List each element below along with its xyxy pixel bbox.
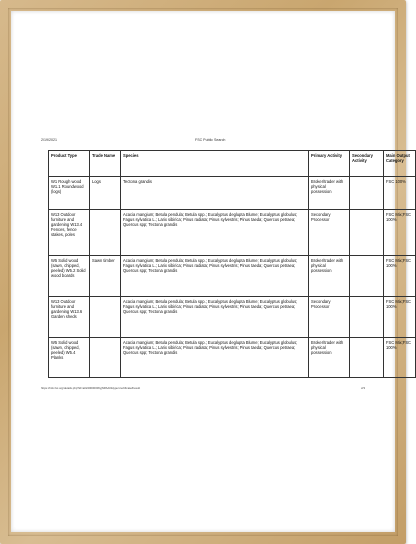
page-header — [35, 136, 371, 146]
col-header-species: Species — [121, 151, 309, 177]
cell-secondary-activity — [350, 210, 384, 256]
table-row — [49, 338, 416, 378]
cell-product-type: W13 Outdoor furniture and gardening W13.4 Fences, fence stakes, poles — [49, 210, 90, 256]
cell-primary-activity: Secondary Processor — [309, 297, 350, 338]
col-header-product-type: Product Type — [49, 151, 90, 177]
cell-main-output: FSC 100% — [384, 177, 416, 210]
cell-main-output: FSC Mix;FSC 100% — [384, 338, 416, 378]
cell-secondary-activity — [350, 338, 384, 378]
table-row — [49, 210, 416, 256]
cell-trade-name — [90, 210, 121, 256]
document-page — [35, 136, 412, 398]
cell-secondary-activity — [350, 177, 384, 210]
header-title: FSC Public Search — [195, 138, 226, 142]
cell-main-output: FSC Mix;FSC 100% — [384, 256, 416, 297]
cell-species: Acacia mangium; Betula pendula; Betula spp.; Eucalyptus deglupta Blume; Eucalyptus globulus; Fagus sylvatica L.; Larix sibirica; Pinus radiata; Pinus sylvestris; Pinus taeda; Quercus petraea; Quercus spp; Tectona grandis — [121, 256, 309, 297]
footer-page-number: 2/3 — [361, 386, 365, 390]
frame-mat — [11, 11, 412, 532]
cell-product-type: W1 Rough wood W1.1 Roundwood (logs) — [49, 177, 90, 210]
cell-secondary-activity — [350, 256, 384, 297]
footer-url: https://info.fsc.org/details.php?id=a0240000006yjNPAA0&type=certificate#result — [41, 386, 140, 390]
cell-secondary-activity — [350, 297, 384, 338]
cell-primary-activity: Broker/trader with physical possession — [309, 256, 350, 297]
cell-main-output: FSC Mix;FSC 100% — [384, 210, 416, 256]
products-table — [48, 150, 416, 378]
cell-product-type: W5 Solid wood (sawn, chipped, peeled) W5.2 Solid wood boards — [49, 256, 90, 297]
table-row — [49, 256, 416, 297]
table-header-row — [49, 151, 416, 177]
cell-trade-name — [90, 297, 121, 338]
table-row — [49, 297, 416, 338]
cell-species: Tectona grandis — [121, 177, 309, 210]
col-header-primary-activity: Primary Activity — [309, 151, 350, 177]
cell-species: Acacia mangium; Betula pendula; Betula spp.; Eucalyptus deglupta Blume; Eucalyptus globulus; Fagus sylvatica L.; Larix sibirica; Pinus radiata; Pinus sylvestris; Pinus taeda; Quercus petraea; Quercus spp; Tectona grandis — [121, 338, 309, 378]
col-header-secondary-activity: Secondary Activity — [350, 151, 384, 177]
cell-product-type: W13 Outdoor furniture and gardening W13.6 Garden sheds — [49, 297, 90, 338]
cell-primary-activity: Broker/trader with physical possession — [309, 177, 350, 210]
cell-primary-activity: Secondary Processor — [309, 210, 350, 256]
table-row — [49, 177, 416, 210]
header-date: 2/19/2021 — [41, 138, 57, 142]
cell-primary-activity: Broker/trader with physical possession — [309, 338, 350, 378]
cell-species: Acacia mangium; Betula pendula; Betula spp.; Eucalyptus deglupta Blume; Eucalyptus globulus; Fagus sylvatica L.; Larix sibirica; Pinus radiata; Pinus sylvestris; Pinus taeda; Quercus petraea; Quercus spp; Tectona grandis — [121, 210, 309, 256]
cell-species: Acacia mangium; Betula pendula; Betula spp.; Eucalyptus deglupta Blume; Eucalyptus globulus; Fagus sylvatica L.; Larix sibirica; Pinus radiata; Pinus sylvestris; Pinus taeda; Quercus petraea; Quercus spp; Tectona grandis — [121, 297, 309, 338]
cell-main-output: FSC Mix;FSC 100% — [384, 297, 416, 338]
col-header-trade-name: Trade Name — [90, 151, 121, 177]
cell-product-type: W5 Solid wood (sawn, chipped, peeled) W5.4 Planks — [49, 338, 90, 378]
cell-trade-name — [90, 338, 121, 378]
cell-trade-name: Sawn timber — [90, 256, 121, 297]
col-header-main-output: Main Output Category — [384, 151, 416, 177]
cell-trade-name: Logs — [90, 177, 121, 210]
